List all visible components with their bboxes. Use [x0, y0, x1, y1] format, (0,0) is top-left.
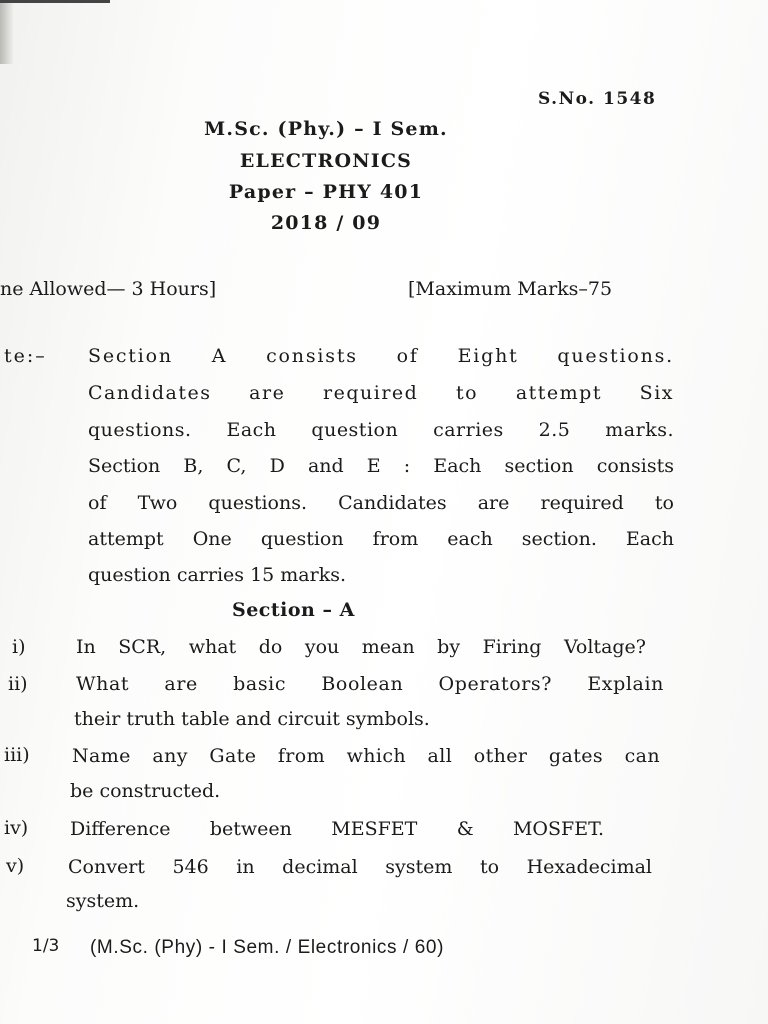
question-number: iii) [4, 744, 30, 766]
page-number: 1/3 [32, 936, 60, 956]
question-text: In SCR, what do you mean by Firing Voltage? [76, 636, 646, 658]
serial-number: S.No. 1548 [538, 89, 657, 109]
question-number: v) [6, 855, 25, 877]
question-text: Difference between MESFET & MOSFET. [70, 818, 604, 840]
question-number: iv) [4, 817, 29, 839]
note-line: question carries 15 marks. [88, 564, 347, 586]
time-allowed: ne Allowed— 3 Hours] [0, 278, 217, 300]
note-line: Candidates are required to attempt Six [88, 382, 674, 404]
subject-title: ELECTRONICS [239, 150, 413, 172]
maximum-marks: [Maximum Marks–75 [408, 278, 613, 300]
note-line: of Two questions. Candidates are required to [88, 492, 674, 514]
paper-code: Paper – PHY 401 [228, 181, 424, 203]
question-text: their truth table and circuit symbols. [74, 708, 430, 730]
page-corner-shadow [0, 0, 14, 64]
question-text: What are basic Boolean Operators? Explain [76, 673, 664, 695]
note-line: questions. Each question carries 2.5 marks. [88, 419, 674, 441]
note-line: Section A consists of Eight questions. [88, 345, 674, 367]
note-line: attempt One question from each section. Each [88, 528, 674, 550]
note-label: te:– [4, 345, 47, 367]
question-number: i) [12, 636, 26, 658]
note-line: Section B, C, D and E : Each section consists [88, 455, 674, 477]
question-text: Convert 546 in decimal system to Hexadecimal [68, 856, 652, 878]
footer-paper-code: (M.Sc. (Phy) - I Sem. / Electronics / 60) [90, 937, 445, 958]
question-text: system. [66, 890, 140, 912]
course-title: M.Sc. (Phy.) – I Sem. [204, 118, 448, 140]
question-text: Name any Gate from which all other gates can [72, 745, 660, 767]
page-edge-line [0, 0, 110, 3]
question-number: ii) [8, 673, 28, 695]
exam-year: 2018 / 09 [270, 212, 382, 234]
section-a-heading: Section – A [232, 599, 355, 621]
question-text: be constructed. [70, 780, 221, 802]
